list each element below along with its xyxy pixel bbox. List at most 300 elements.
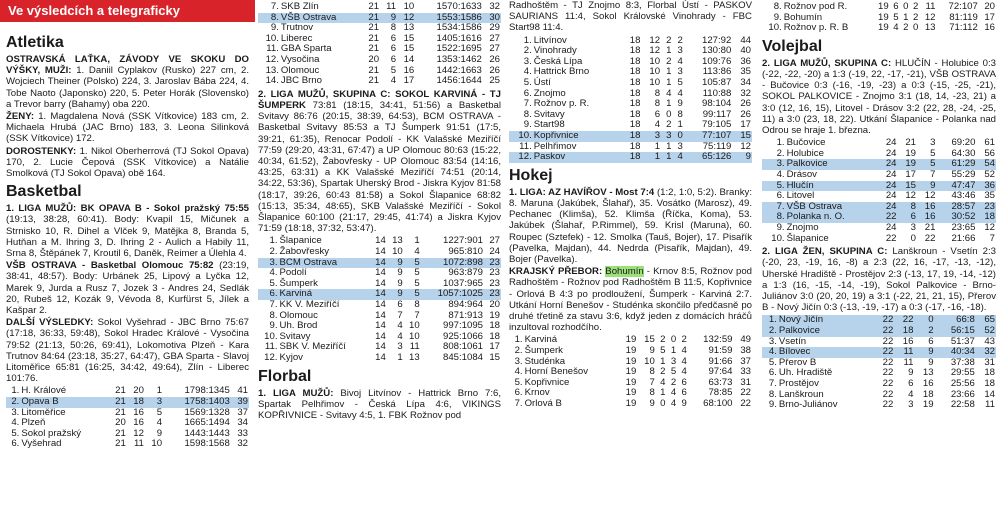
table-cell: 1	[666, 140, 672, 152]
table-cell: 1553:1586	[415, 13, 483, 24]
table-cell: 1569:1328	[184, 406, 230, 418]
table-cell: 4	[660, 376, 666, 388]
team-name: Kopřivnice	[533, 131, 622, 142]
table-cell: 18	[922, 388, 934, 400]
table-cell: 5.	[11, 427, 20, 439]
table-cell: 12	[133, 427, 144, 439]
team-name: Rožnov p. R. B	[783, 22, 849, 34]
table-cell: 11	[409, 341, 420, 353]
table-row	[762, 400, 996, 411]
table-cell: 91:59	[708, 344, 733, 356]
table-cell: 6	[390, 43, 397, 55]
table-cell: 1758:1403	[163, 397, 231, 408]
team-name: JBC Brno	[280, 75, 322, 87]
heading-atletika: Atletika	[6, 34, 64, 51]
table-cell: 21	[115, 427, 126, 439]
table-cell: 27	[489, 235, 500, 247]
column-2	[258, 0, 501, 422]
table-cell: 75:119	[702, 140, 732, 152]
table-cell: 8.	[773, 1, 782, 12]
table-cell: 808:1061	[442, 341, 483, 353]
table-cell: 24	[885, 147, 897, 159]
table-cell: 11	[133, 438, 144, 450]
table-row	[258, 247, 501, 258]
table-cell: 49	[740, 334, 751, 346]
table-cell: 4.	[514, 366, 523, 378]
table-cell: 3	[677, 45, 683, 57]
team-name: Palkovice	[778, 326, 874, 337]
table-cell: 4	[681, 355, 687, 367]
table-cell: 36	[976, 181, 996, 192]
table-cell: 1.	[11, 385, 20, 397]
table-cell: 3	[397, 341, 403, 353]
table-cell: 6.	[768, 367, 777, 379]
team-name: Drásov	[786, 168, 817, 180]
table-cell: 12	[649, 45, 661, 57]
table-cell: 27	[489, 43, 500, 55]
table-cell: 18	[629, 55, 641, 67]
basketbal-standings-1	[6, 386, 249, 450]
team-name: Litovel	[786, 190, 815, 202]
team-name: Litvínov	[533, 34, 567, 46]
table-cell: 9	[397, 277, 403, 289]
table-cell: 1798:1345	[184, 385, 230, 397]
table-cell: 14	[375, 341, 386, 353]
table-cell: 14	[984, 388, 995, 400]
table-cell: 12	[905, 190, 916, 202]
table-cell: 9	[917, 181, 936, 192]
table-cell: 22	[874, 315, 894, 326]
table-cell: 18	[629, 119, 641, 131]
table-cell: 22	[740, 397, 751, 409]
team-name: Orlová B	[524, 397, 562, 409]
table-cell: 5.	[762, 181, 786, 192]
table-cell: 63:73	[708, 376, 733, 388]
table-cell: 23	[484, 289, 501, 300]
basketbal-standings-2	[258, 2, 501, 87]
table-cell: 6.	[258, 289, 279, 300]
table-cell: 13	[924, 22, 936, 34]
table-cell: 8	[654, 98, 661, 110]
table-cell: 24	[885, 168, 897, 180]
table-cell: 4.	[11, 417, 20, 429]
table-cell: 1353:1462	[436, 53, 482, 65]
table-cell: 15	[644, 334, 655, 346]
table-cell: 6	[681, 387, 687, 399]
table-cell: 2	[666, 119, 672, 131]
team-name: Studénka	[524, 355, 566, 367]
table-cell: 17	[984, 11, 995, 23]
table-cell: 7	[649, 376, 655, 388]
table-cell: 5	[414, 277, 420, 289]
table-cell: 1665:1494	[184, 417, 230, 429]
team-name: Vysočina	[280, 53, 320, 65]
table-cell: 98:104	[701, 98, 732, 110]
table-cell: 3	[661, 131, 672, 142]
table-cell: 113:86	[702, 66, 732, 78]
table-cell: 10.	[264, 330, 278, 342]
table-cell: 4	[677, 87, 683, 99]
table-cell: 29:55	[950, 367, 975, 379]
table-cell: 28:57	[936, 202, 976, 213]
table-cell: 52	[984, 168, 995, 180]
table-cell: 18	[629, 76, 641, 88]
team-name: Polanka n. O.	[786, 212, 878, 223]
table-row	[762, 23, 996, 34]
team-name: Start98	[533, 119, 565, 131]
table-cell: 4	[654, 119, 661, 131]
table-row	[258, 55, 501, 66]
team-name: Litoměřice	[21, 406, 66, 418]
table-cell: 21	[368, 32, 380, 44]
table-cell: 1	[670, 344, 677, 356]
team-name: Krnov	[524, 387, 550, 399]
table-cell: 18	[984, 377, 995, 389]
table-row	[509, 131, 752, 142]
table-cell: 1072:898	[421, 258, 484, 269]
table-cell: 2	[913, 1, 919, 12]
table-cell: 1456:1644	[436, 75, 482, 87]
table-cell: 21	[924, 221, 936, 233]
table-cell: 12.	[264, 351, 278, 363]
table-cell: 5	[404, 258, 421, 269]
table-cell: 15	[403, 32, 415, 44]
table-row	[6, 439, 249, 450]
table-cell: 9	[677, 98, 683, 110]
table-cell: 1	[397, 351, 403, 363]
table-cell: 4	[156, 417, 163, 429]
table-cell: 12.	[265, 53, 279, 65]
table-cell: 13	[403, 22, 415, 34]
table-cell: 21	[368, 1, 380, 12]
team-name: Hattrick Brno	[533, 66, 590, 78]
table-cell: 3	[677, 66, 683, 78]
table-cell: 5	[660, 344, 666, 356]
florbal-results-cont: Radhoštěm - TJ Znojmo 8:3, Florbal Ústí - PASKOV SAURIANS 11:4, Sokol Královské Vinohrady - FBC Start98 11:4.	[509, 0, 752, 34]
table-cell: 12	[397, 13, 415, 24]
team-name: Paskov	[533, 152, 622, 163]
table-cell: 43	[984, 335, 995, 347]
table-cell: 6	[390, 32, 397, 44]
table-cell: 19	[898, 159, 917, 170]
table-cell: 0	[913, 22, 919, 34]
table-cell: 17	[740, 119, 751, 131]
table-cell: 1442:1663	[436, 64, 482, 76]
team-name: H. Králové	[21, 385, 67, 397]
team-name: Bohumín	[783, 11, 823, 23]
table-cell: 3	[908, 399, 914, 411]
team-name: Žabovřesky	[279, 245, 330, 257]
table-cell: 4	[670, 397, 677, 409]
table-cell: 3	[930, 137, 936, 149]
hokej-standings-cont	[762, 2, 996, 34]
table-cell: 2	[670, 376, 677, 388]
team-name: Liberec	[280, 32, 313, 44]
table-cell: 3	[145, 397, 163, 408]
table-cell: 7	[414, 309, 420, 321]
table-cell: 19	[625, 387, 637, 399]
table-cell: 2	[681, 334, 687, 346]
table-cell: 2.	[6, 397, 20, 408]
table-cell: 32	[237, 438, 248, 450]
table-cell: 5	[677, 76, 683, 88]
table-cell: 16	[133, 417, 144, 429]
table-cell: 4	[893, 22, 899, 34]
table-cell: 1534:1586	[436, 22, 482, 34]
team-name: Horní Benešov	[524, 366, 589, 378]
table-cell: 18	[622, 152, 642, 163]
table-cell: 127:92	[701, 34, 732, 46]
team-name: Šlapanice	[786, 232, 829, 244]
table-cell: 16	[133, 406, 144, 418]
table-cell: 55:29	[951, 168, 976, 180]
table-cell: 17	[489, 341, 500, 353]
table-cell: 10.	[768, 22, 782, 34]
table-cell: 19	[489, 309, 500, 321]
table-cell: 4	[670, 387, 677, 399]
team-name: Karviná	[279, 289, 370, 300]
table-cell: 8.	[258, 13, 280, 24]
team-name: Pelhřimov	[533, 140, 577, 152]
table-cell: 6	[908, 377, 914, 389]
table-cell: 19	[625, 376, 637, 388]
table-cell: 25	[489, 75, 500, 87]
table-cell: 18	[622, 131, 642, 142]
table-cell: 37:38	[950, 356, 975, 368]
table-cell: 5	[670, 366, 677, 378]
table-cell: 8	[649, 366, 655, 378]
table-cell: 1522:1695	[436, 43, 482, 55]
table-cell: 17	[403, 75, 415, 87]
volejbal-standings-men	[762, 138, 996, 244]
table-cell: 10.	[509, 131, 533, 142]
table-cell: 2.	[269, 245, 278, 257]
florbal-standings	[509, 36, 752, 163]
table-cell: 130:80	[701, 45, 732, 57]
table-cell: 14	[375, 245, 386, 257]
team-name: Šumperk	[279, 277, 318, 289]
table-cell: 4	[908, 388, 914, 400]
table-cell: 19	[625, 344, 637, 356]
table-cell: 18	[629, 108, 641, 120]
table-cell: 15	[898, 181, 917, 192]
table-cell: 68:100	[703, 397, 733, 409]
table-cell: 12.	[509, 152, 533, 163]
table-cell: 51:37	[950, 335, 975, 347]
table-cell: 105:87	[701, 76, 732, 88]
table-cell: 23	[489, 277, 500, 289]
table-cell: 22	[878, 212, 897, 223]
table-cell: 22	[882, 388, 894, 400]
table-cell: 10.	[265, 32, 279, 44]
table-cell: 5.	[523, 76, 532, 88]
table-cell: 10	[409, 320, 420, 332]
table-cell: 23:65	[951, 221, 976, 233]
table-cell: 8.	[762, 212, 786, 223]
table-cell: 14	[375, 320, 386, 332]
basketbal-opava: 1. LIGA MUŽŮ: BK OPAVA B - Sokol pražský 75:55 (19:13, 38:28, 60:41). Body: Kvapil 15, Mičunek a Strnisko 10, R. Dihel a Vlček 9, Matějka 8, Branda 5, Hutňan a M. Ihring 3, D. Ihring 2 - Aulich a Habily 11, Srna 8, Štěpánek 7, Kroutil 6, Daněk, Reimer a Úlehla 4.	[6, 203, 249, 260]
table-cell: 20	[368, 53, 380, 65]
table-cell: 61	[984, 137, 995, 149]
table-cell: 40:34	[935, 347, 976, 358]
table-cell: 18	[894, 326, 914, 337]
table-cell: 26	[740, 98, 751, 110]
table-cell: 2	[660, 334, 666, 346]
table-cell: 1.	[514, 334, 523, 346]
table-cell: 9	[908, 367, 914, 379]
table-cell: 965:810	[448, 245, 483, 257]
table-cell: 72:107	[948, 1, 978, 12]
table-cell: 18	[629, 45, 641, 57]
table-cell: 5.	[514, 376, 523, 388]
table-cell: 19	[878, 22, 889, 34]
team-name: VŠB Ostrava	[280, 13, 362, 24]
table-cell: 2	[914, 326, 934, 337]
table-cell: 13	[392, 235, 403, 247]
table-cell: 7.	[270, 1, 279, 12]
table-cell: 6	[928, 335, 934, 347]
table-cell: 19	[625, 334, 637, 346]
team-name: Svitavy	[533, 108, 565, 120]
table-cell: 24	[885, 190, 897, 202]
table-cell: 15	[489, 351, 500, 363]
table-cell: 81:119	[949, 11, 978, 23]
team-name: Šlapanice	[279, 235, 322, 247]
table-cell: 7.	[768, 377, 777, 389]
table-cell: 21	[115, 438, 126, 450]
team-name: Ústí	[533, 76, 551, 88]
team-name: Kyjov	[279, 351, 303, 363]
table-cell: 109:76	[701, 55, 732, 67]
table-cell: 14	[375, 309, 386, 321]
table-cell: 21	[368, 43, 380, 55]
team-name: Šumperk	[524, 344, 563, 356]
table-cell: 32	[976, 347, 996, 358]
table-cell: 2	[666, 55, 672, 67]
team-name: Vsetín	[778, 335, 807, 347]
table-cell: 2	[660, 366, 666, 378]
table-cell: 22:58	[950, 399, 975, 411]
table-cell: 11.	[519, 140, 532, 152]
table-cell: 6	[390, 53, 397, 65]
table-cell: 21	[115, 385, 126, 397]
table-cell: 21	[368, 75, 380, 87]
section-banner: Ve výsledcích a telegraficky	[0, 0, 255, 22]
table-cell: 4	[666, 87, 672, 99]
volejbal-standings-women	[762, 315, 996, 410]
table-cell: 20	[115, 417, 126, 429]
team-name: Brno-Juliánov	[778, 399, 838, 411]
table-cell: 14	[375, 235, 386, 247]
table-row	[762, 2, 996, 13]
table-cell: 27	[489, 32, 500, 44]
table-cell: 2.	[523, 45, 532, 57]
table-cell: 9	[387, 258, 404, 269]
table-cell: 3.	[768, 335, 777, 347]
table-cell: 7	[930, 168, 936, 180]
team-name: VŠB Ostrava	[786, 202, 878, 213]
table-cell: 14	[370, 258, 387, 269]
table-cell: 8	[390, 22, 397, 34]
table-cell: 43:46	[951, 190, 976, 202]
table-cell: 14	[375, 267, 386, 279]
team-name: Olomouc	[280, 64, 320, 76]
table-cell: 14	[375, 277, 386, 289]
table-cell: 78:85	[708, 387, 733, 399]
table-cell: 13	[409, 351, 420, 363]
team-name: GBA Sparta	[280, 43, 332, 55]
table-cell: 10	[409, 330, 420, 342]
table-cell: 4	[681, 344, 687, 356]
table-cell: 4.	[523, 66, 532, 78]
table-cell: 7.	[269, 298, 278, 310]
table-cell: 11	[903, 356, 914, 368]
table-cell: 16	[922, 377, 934, 389]
table-cell: 1	[903, 11, 909, 23]
hokej-krajsky: KRAJSKÝ PŘEBOR: Bohumín - Krnov 8:5, Rožnov pod Radhoštěm - Rožnov pod Radhoštěm B 11:5, Kopřivnice - Orlová B 4:3 po prodloužení, Šumperk - Karviná 2:7. Utkání Horní Benešov - Studénka skončilo předčasně po druhé třetině za stavu 3:6, když jeden z domácích hráčů inzultoval rozhodčího.	[509, 266, 752, 334]
table-cell: 2	[913, 11, 919, 23]
volejbal-women: 2. LIGA ŽEN, SKUPINA C: Lanškroun - Vsetín 2:3 (-20, 23, -19, 16, -8) a 2:3 (22, 16, -17, -13, -12), Uherské Hradiště - Prostějov 2:3 (-13, 17, 19, -14, -12) a 1:3 (16, -15, -14, -19), Sokol Palkovice - Brno-Juliánov 3:0 (20, 20, 19) a 3:1 (-22, 21, 21, 15), Přerov B - Nový Jičín 0:3 (-13, -19, -17) a 0:3 (-17, -16, -18).	[762, 246, 996, 314]
table-cell: 5.	[768, 356, 777, 368]
table-cell: 9	[681, 397, 687, 409]
table-cell: 31	[984, 356, 995, 368]
table-cell: 23	[976, 202, 996, 213]
table-cell: 8.	[768, 388, 777, 400]
table-cell: 19	[878, 1, 889, 12]
table-cell: 26	[489, 64, 500, 76]
table-cell: 6.	[11, 438, 20, 450]
table-cell: 18	[489, 330, 500, 342]
table-cell: 11	[985, 399, 995, 411]
heading-florbal: Florbal	[258, 367, 312, 385]
table-row	[258, 300, 501, 311]
table-cell: 14	[375, 298, 386, 310]
team-name: Podolí	[279, 267, 307, 279]
table-cell: 2.	[762, 326, 778, 337]
table-cell: 2.	[514, 344, 523, 356]
team-name: Olomouc	[279, 309, 318, 321]
table-cell: 17	[905, 168, 916, 180]
table-row	[258, 2, 501, 13]
table-cell: 16	[902, 335, 914, 347]
heading-volejbal: Volejbal	[762, 37, 823, 55]
table-cell: 3.	[523, 55, 532, 67]
table-cell: 9	[397, 267, 403, 279]
table-cell: 1.	[269, 235, 278, 247]
table-cell: 4	[414, 245, 420, 257]
table-cell: 35	[984, 190, 995, 202]
table-cell: 22	[885, 232, 897, 244]
table-cell: 9.	[773, 11, 782, 23]
table-cell: 22	[882, 356, 894, 368]
table-cell: 97:64	[708, 366, 733, 378]
table-cell: 20	[489, 298, 500, 310]
table-cell: 997:1095	[442, 320, 483, 332]
table-row	[509, 78, 752, 89]
column-4	[762, 0, 996, 413]
table-cell: 40	[740, 45, 751, 57]
table-cell: 15	[732, 131, 752, 142]
table-cell: 2	[666, 34, 672, 46]
table-cell: 33	[740, 366, 751, 378]
table-cell: 21:66	[951, 232, 976, 244]
team-name: Trutnov	[280, 22, 314, 34]
table-cell: 11.	[264, 341, 278, 353]
heading-basketbal: Basketbal	[6, 183, 82, 201]
table-cell: 16	[917, 212, 936, 223]
table-cell: 9.	[270, 22, 279, 34]
team-name: Palkovice	[786, 159, 878, 170]
